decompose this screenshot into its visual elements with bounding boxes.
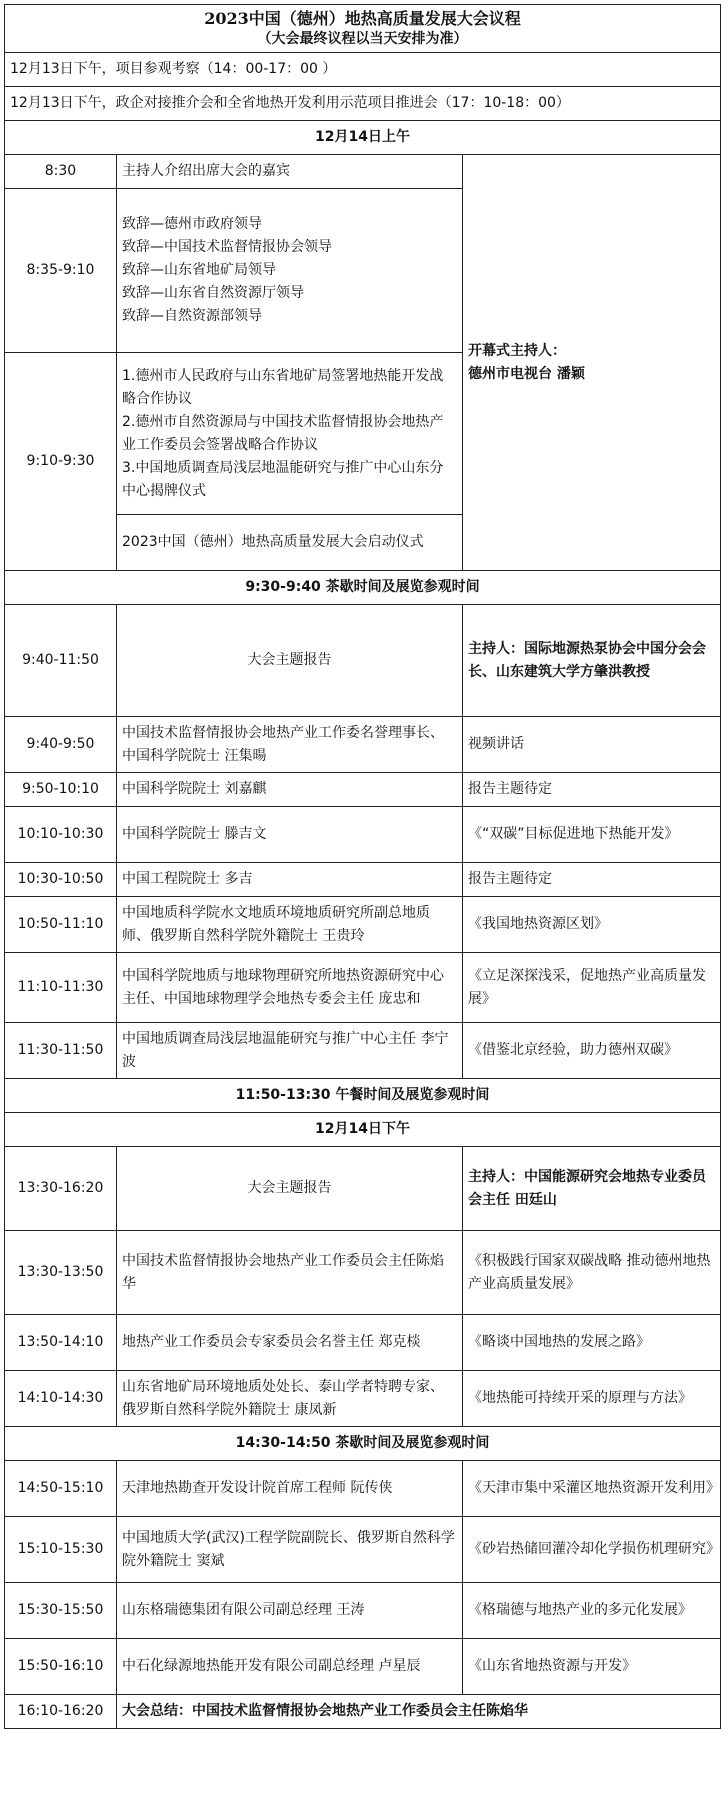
talk-speaker: 中国地质调查局浅层地温能研究与推广中心主任 李宁波 xyxy=(117,1023,463,1079)
talk-time: 9:50-10:10 xyxy=(5,773,117,807)
agenda-subtitle: （大会最终议程以当天安排为准） xyxy=(257,31,468,47)
signing-item: 1.德州市人民政府与山东省地矿局签署地热能开发战略合作协议 xyxy=(122,367,444,407)
talk-row xyxy=(5,863,721,897)
session2-title: 大会主题报告 xyxy=(117,1147,463,1231)
agenda-header xyxy=(5,5,721,53)
talk-topic: 《砂岩热储回灌冷却化学损伤机理研究》 xyxy=(463,1517,721,1583)
talk-time: 15:10-15:30 xyxy=(5,1517,117,1583)
talk-row xyxy=(5,773,721,807)
talk-time: 9:40-9:50 xyxy=(5,717,117,773)
talk-speaker: 地热产业工作委员会专家委员会名誉主任 郑克棪 xyxy=(117,1315,463,1371)
talk-speaker: 中国地质大学(武汉)工程学院副院长、俄罗斯自然科学院外籍院士 窦斌 xyxy=(117,1517,463,1583)
agenda-header-row xyxy=(5,5,721,53)
talk-topic: 《山东省地热资源与开发》 xyxy=(463,1639,721,1695)
opening-host-cell xyxy=(463,155,721,571)
speech-item: 致辞—中国技术监督情报协会领导 xyxy=(122,239,332,255)
talk-speaker: 天津地热勘查开发设计院首席工程师 阮传侠 xyxy=(117,1461,463,1517)
talk-speaker: 中国科学院院士 滕吉文 xyxy=(117,807,463,863)
talk-speaker: 山东省地矿局环境地质处处长、泰山学者特聘专家、俄罗斯自然科学院外籍院士 康凤新 xyxy=(117,1371,463,1427)
talk-topic: 《天津市集中采灌区地热资源开发利用》 xyxy=(463,1461,721,1517)
item-cell xyxy=(117,353,463,515)
talk-time: 15:50-16:10 xyxy=(5,1639,117,1695)
talk-time: 15:30-15:50 xyxy=(5,1583,117,1639)
talk-speaker: 山东格瑞德集团有限公司副总经理 王涛 xyxy=(117,1583,463,1639)
tea-break-1: 9:30-9:40 茶歇时间及展览参观时间 xyxy=(5,571,721,605)
talk-time: 13:30-13:50 xyxy=(5,1231,117,1315)
session2-host: 主持人：中国能源研究会地热专业委员会主任 田廷山 xyxy=(463,1147,721,1231)
time-cell: 8:30 xyxy=(5,155,117,189)
pre-event-site-visit: 12月13日下午，项目参观考察（14：00-17：00 ） xyxy=(5,53,721,87)
tea-break-2-row xyxy=(5,1427,721,1461)
item-cell: 主持人介绍出席大会的嘉宾 xyxy=(117,155,463,189)
session2-time: 13:30-16:20 xyxy=(5,1147,117,1231)
talk-speaker: 中石化绿源地热能开发有限公司副总经理 卢星辰 xyxy=(117,1639,463,1695)
talk-speaker: 中国科学院院士 刘嘉麒 xyxy=(117,773,463,807)
pre-event-row xyxy=(5,53,721,87)
pre-event-row xyxy=(5,87,721,121)
opening-host-name: 德州市电视台 潘颖 xyxy=(468,365,585,382)
talk-time: 14:50-15:10 xyxy=(5,1461,117,1517)
talk-speaker: 中国地质科学院水文地质环境地质研究所副总地质师、俄罗斯自然科学院外籍院士 王贵玲 xyxy=(117,897,463,953)
talk-topic: 《立足深探浅采，促地热产业高质量发展》 xyxy=(463,953,721,1023)
agenda-table xyxy=(4,4,721,1729)
speech-item: 致辞—自然资源部领导 xyxy=(122,308,262,324)
talk-topic: 《“双碳”目标促进地下热能开发》 xyxy=(463,807,721,863)
session1-title: 大会主题报告 xyxy=(117,605,463,717)
talk-topic: 《地热能可持续开采的原理与方法》 xyxy=(463,1371,721,1427)
talk-topic: 报告主题待定 xyxy=(463,863,721,897)
launch-ceremony-cell: 2023中国（德州）地热高质量发展大会启动仪式 xyxy=(117,515,463,571)
section-heading-row xyxy=(5,121,721,155)
talk-row xyxy=(5,1517,721,1583)
agenda-title: 2023中国（德州）地热高质量发展大会议程 xyxy=(204,9,521,28)
talk-speaker: 中国技术监督情报协会地热产业工作委名誉理事长、中国科学院院士 汪集暘 xyxy=(117,717,463,773)
speech-item: 致辞—德州市政府领导 xyxy=(122,216,262,232)
talk-row xyxy=(5,1023,721,1079)
talk-topic: 《略谈中国地热的发展之路》 xyxy=(463,1315,721,1371)
talk-time: 10:50-11:10 xyxy=(5,897,117,953)
lunch-break-row xyxy=(5,1079,721,1113)
morning-heading: 12月14日上午 xyxy=(5,121,721,155)
session1-host: 主持人：国际地源热泵协会中国分会会长、山东建筑大学方肇洪教授 xyxy=(463,605,721,717)
talk-row xyxy=(5,897,721,953)
break-row xyxy=(5,571,721,605)
talk-time: 11:30-11:50 xyxy=(5,1023,117,1079)
talk-time: 13:50-14:10 xyxy=(5,1315,117,1371)
session-header-row xyxy=(5,605,721,717)
talk-time: 10:10-10:30 xyxy=(5,807,117,863)
talk-time: 10:30-10:50 xyxy=(5,863,117,897)
closing-row xyxy=(5,1695,721,1729)
speech-item: 致辞—山东省地矿局领导 xyxy=(122,262,276,278)
speech-item: 致辞—山东省自然资源厅领导 xyxy=(122,285,304,301)
talk-topic: 《格瑞德与地热产业的多元化发展》 xyxy=(463,1583,721,1639)
talk-row xyxy=(5,1315,721,1371)
talk-speaker: 中国工程院院士 多吉 xyxy=(117,863,463,897)
closing-time: 16:10-16:20 xyxy=(5,1695,117,1729)
closing-summary: 大会总结：中国技术监督情报协会地热产业工作委员会主任陈焰华 xyxy=(117,1695,721,1729)
tea-break-2: 14:30-14:50 茶歇时间及展览参观时间 xyxy=(5,1427,721,1461)
afternoon-heading: 12月14日下午 xyxy=(5,1113,721,1147)
afternoon-heading-row xyxy=(5,1113,721,1147)
pre-event-promotion-meeting: 12月13日下午，政企对接推介会和全省地热开发利用示范项目推进会（17：10-18：00） xyxy=(5,87,721,121)
session-header-row xyxy=(5,1147,721,1231)
lunch-break: 11:50-13:30 午餐时间及展览参观时间 xyxy=(5,1079,721,1113)
morning-row xyxy=(5,155,721,189)
talk-topic: 《积极践行国家双碳战略 推动德州地热产业高质量发展》 xyxy=(463,1231,721,1315)
signing-item: 3.中国地质调查局浅层地温能研究与推广中心山东分中心揭牌仪式 xyxy=(122,459,444,499)
talk-row xyxy=(5,1639,721,1695)
item-cell xyxy=(117,189,463,353)
signing-item: 2.德州市自然资源局与中国技术监督情报协会地热产业工作委员会签署战略合作协议 xyxy=(122,413,444,453)
talk-row xyxy=(5,1371,721,1427)
talk-time: 14:10-14:30 xyxy=(5,1371,117,1427)
talk-row xyxy=(5,1231,721,1315)
talk-time: 11:10-11:30 xyxy=(5,953,117,1023)
talk-row xyxy=(5,953,721,1023)
session1-time: 9:40-11:50 xyxy=(5,605,117,717)
talk-topic: 《我国地热资源区划》 xyxy=(463,897,721,953)
talk-topic: 视频讲话 xyxy=(463,717,721,773)
talk-speaker: 中国科学院地质与地球物理研究所地热资源研究中心主任、中国地球物理学会地热专委会主任 庞忠和 xyxy=(117,953,463,1023)
talk-row xyxy=(5,717,721,773)
talk-topic: 《借鉴北京经验，助力德州双碳》 xyxy=(463,1023,721,1079)
time-cell: 9:10-9:30 xyxy=(5,353,117,571)
opening-host-label: 开幕式主持人： xyxy=(468,342,566,359)
talk-row xyxy=(5,1583,721,1639)
time-cell: 8:35-9:10 xyxy=(5,189,117,353)
talk-speaker: 中国技术监督情报协会地热产业工作委员会主任陈焰华 xyxy=(117,1231,463,1315)
talk-row xyxy=(5,1461,721,1517)
talk-row xyxy=(5,807,721,863)
talk-topic: 报告主题待定 xyxy=(463,773,721,807)
